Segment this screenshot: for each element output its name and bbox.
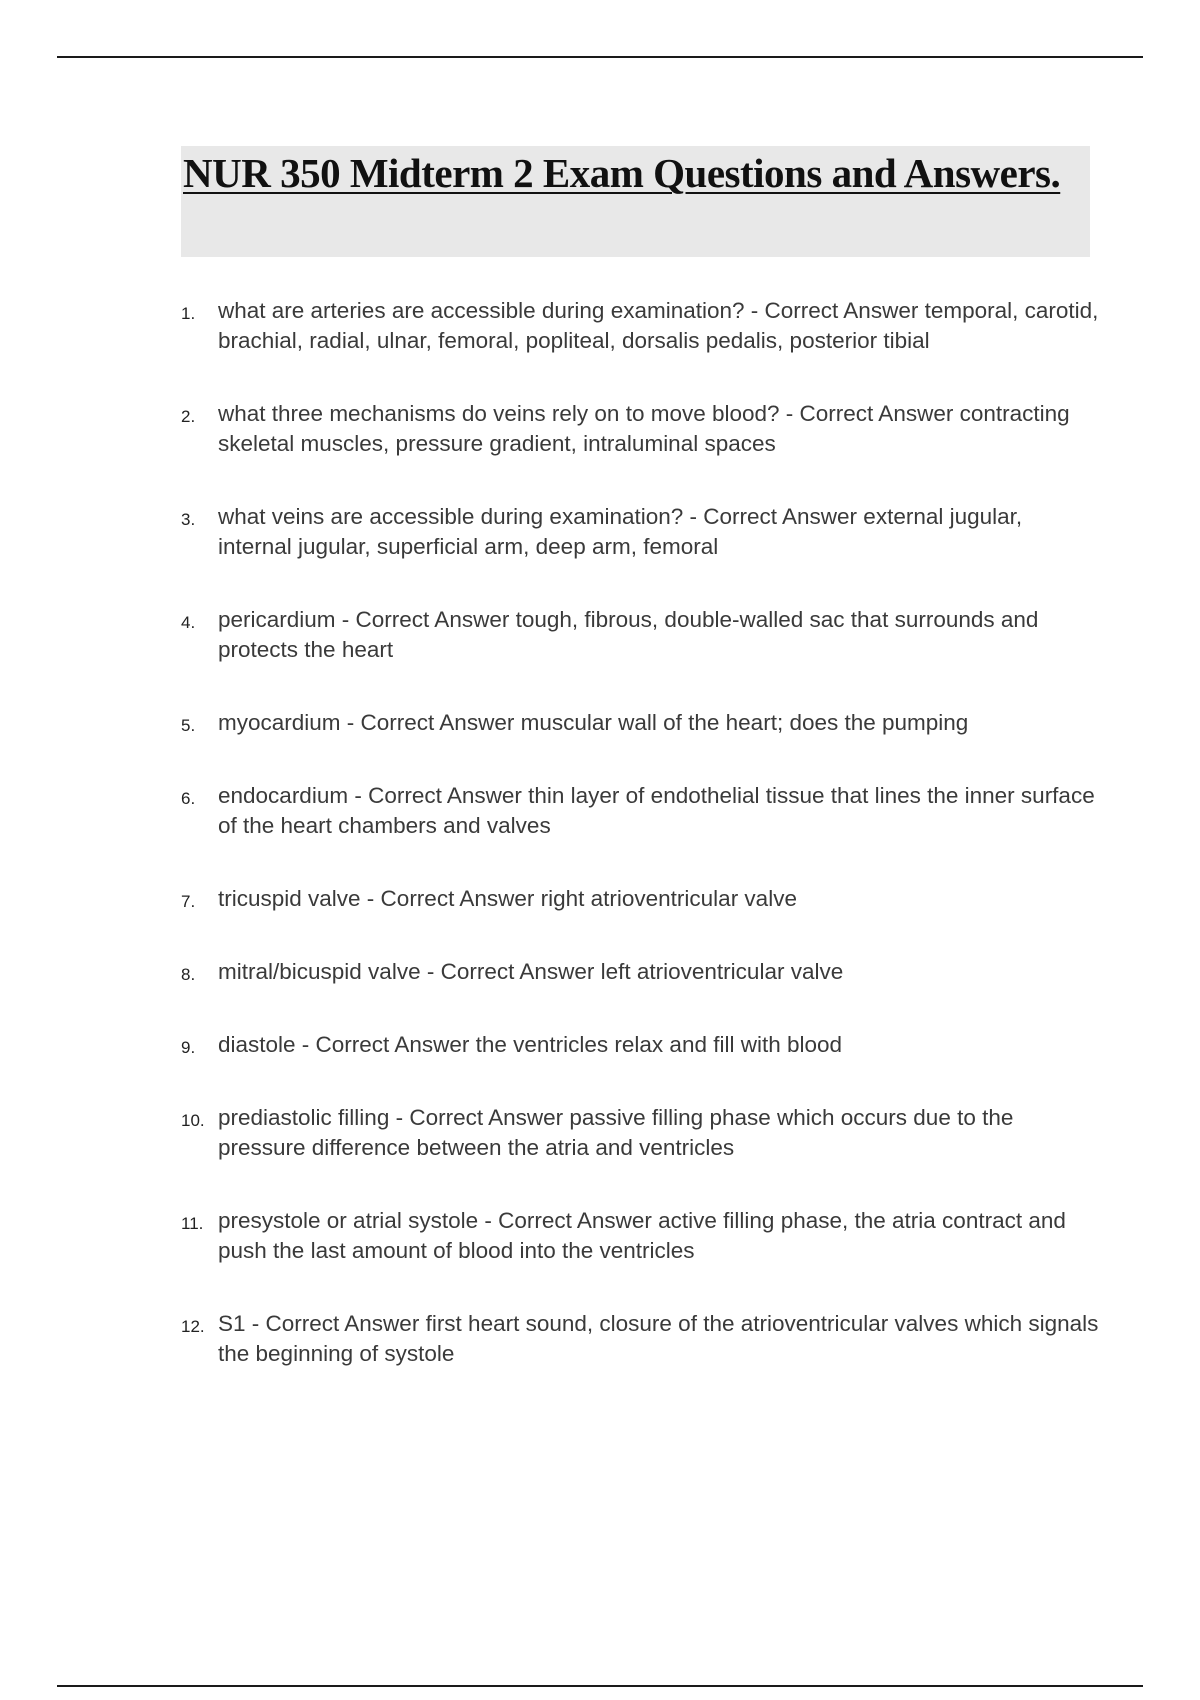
list-item (181, 781, 1101, 841)
list-item (181, 957, 1101, 987)
item-number: 11. (181, 1214, 204, 1233)
item-number: 1. (181, 304, 196, 323)
item-number: 12. (181, 1317, 205, 1336)
item-text: presystole or atrial systole - Correct Answer active filling phase, the atria contract and push the last amount of blood into the ventricles (218, 1208, 1066, 1263)
item-text: S1 - Correct Answer first heart sound, closure of the atrioventricular valves which signals the beginning of systole (218, 1311, 1099, 1366)
item-number: 10. (181, 1111, 205, 1130)
item-number: 2. (181, 407, 196, 426)
item-number: 3. (181, 510, 196, 529)
list-item (181, 296, 1101, 356)
item-number: 8. (181, 965, 196, 984)
item-number: 7. (181, 892, 196, 911)
list-item (181, 399, 1101, 459)
page-title: NUR 350 Midterm 2 Exam Questions and Answers. (183, 150, 1061, 196)
list-item (181, 1206, 1101, 1266)
list-item (181, 1309, 1101, 1369)
top-divider (57, 56, 1143, 58)
item-number: 5. (181, 716, 196, 735)
list-item (181, 1030, 1101, 1060)
item-text: pericardium - Correct Answer tough, fibrous, double-walled sac that surrounds and protects the heart (218, 607, 1039, 662)
item-text: myocardium - Correct Answer muscular wall of the heart; does the pumping (218, 710, 969, 735)
item-text: tricuspid valve - Correct Answer right atrioventricular valve (218, 886, 797, 911)
item-number: 4. (181, 613, 196, 632)
item-text: diastole - Correct Answer the ventricles relax and fill with blood (218, 1032, 843, 1057)
list-item (181, 884, 1101, 914)
list-item (181, 708, 1101, 738)
item-text: prediastolic filling - Correct Answer passive filling phase which occurs due to the pressure difference between the atria and ventricles (218, 1105, 1014, 1160)
item-text: mitral/bicuspid valve - Correct Answer left atrioventricular valve (218, 959, 844, 984)
item-number: 9. (181, 1038, 196, 1057)
list-item (181, 605, 1101, 665)
list-item (181, 1103, 1101, 1163)
bottom-divider (57, 1685, 1143, 1687)
qa-list (181, 296, 1101, 1412)
item-number: 6. (181, 789, 196, 808)
item-text: what three mechanisms do veins rely on to move blood? - Correct Answer contracting skeletal muscles, pressure gradient, intraluminal spaces (218, 401, 1070, 456)
list-item (181, 502, 1101, 562)
item-text: what are arteries are accessible during examination? - Correct Answer temporal, carotid, brachial, radial, ulnar, femoral, popliteal, dorsalis pedalis, posterior tibial (218, 298, 1099, 353)
item-text: what veins are accessible during examination? - Correct Answer external jugular, internal jugular, superficial arm, deep arm, femoral (218, 504, 1023, 559)
item-text: endocardium - Correct Answer thin layer of endothelial tissue that lines the inner surface of the heart chambers and valves (218, 783, 1095, 838)
title-block (181, 146, 1090, 257)
